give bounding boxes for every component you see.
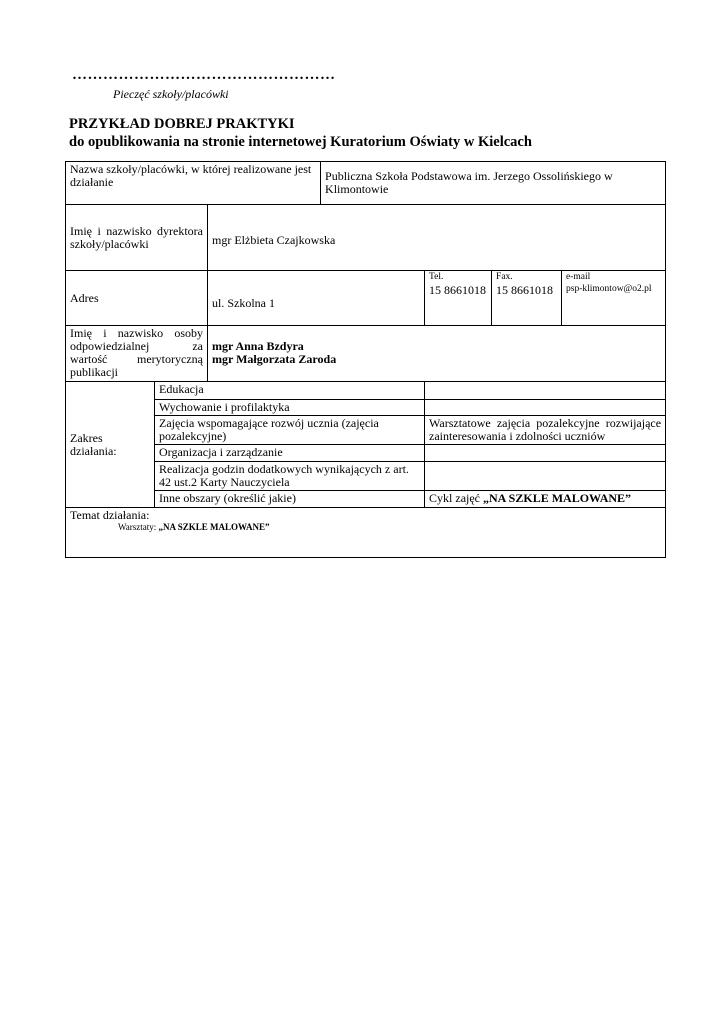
- address-value: ul. Szkolna 1: [208, 271, 425, 326]
- tel-label: Tel.: [429, 272, 444, 282]
- email-label: e-mail: [566, 272, 591, 282]
- topic-prefix: Warsztaty:: [118, 522, 159, 532]
- email-cell: [562, 271, 666, 326]
- scope-value: [425, 445, 666, 462]
- fax-cell: [492, 271, 562, 326]
- scope-value: [425, 400, 666, 416]
- tel-cell: [425, 271, 492, 326]
- school-name-label: Nazwa szkoły/placówki, w której realizowane jest działanie: [66, 162, 321, 205]
- scope-category: Edukacja: [155, 382, 425, 400]
- topic-label: Temat działania:: [70, 508, 150, 522]
- scope-value-prefix: Cykl zajęć: [429, 491, 484, 505]
- topic-cell: [66, 508, 666, 558]
- scope-row: [66, 445, 666, 462]
- scope-value-title: „NA SZKLE MALOWANE”: [483, 491, 632, 505]
- school-name-row: [66, 162, 666, 205]
- responsible-value: [208, 326, 666, 382]
- scope-value: [425, 491, 666, 508]
- topic-value: „NA SZKLE MALOWANE”: [158, 522, 270, 532]
- stamp-label: Pieczęć szkoły/placówki: [113, 87, 229, 101]
- tel-value: 15 8661018: [429, 283, 487, 297]
- fax-label: Fax.: [496, 272, 513, 282]
- scope-category: Inne obszary (określić jakie): [155, 491, 425, 508]
- responsible-row: [66, 326, 666, 382]
- scope-value: [425, 462, 666, 491]
- responsible-person-2: mgr Małgorzata Zaroda: [212, 352, 337, 366]
- scope-label: Zakres działania:: [66, 382, 155, 508]
- scope-row: [66, 400, 666, 416]
- scope-row: [66, 416, 666, 445]
- address-row: [66, 271, 666, 326]
- email-value: psp-klimontow@o2.pl: [566, 284, 652, 294]
- scope-row: [66, 491, 666, 508]
- director-label: Imię i nazwisko dyrektora szkoły/placówki: [66, 205, 208, 271]
- scope-value: [425, 382, 666, 400]
- scope-row: [66, 462, 666, 491]
- scope-category: Wychowanie i profilaktyka: [155, 400, 425, 416]
- responsible-person-1: mgr Anna Bzdyra: [212, 339, 304, 353]
- topic-row: [66, 508, 666, 558]
- scope-value: Warsztatowe zajęcia pozalekcyjne rozwijające zainteresowania i zdolności uczniów: [425, 416, 666, 445]
- school-name-value: Publiczna Szkoła Podstawowa im. Jerzego Ossolińskiego w Klimontowie: [321, 162, 666, 205]
- fax-value: 15 8661018: [496, 283, 554, 297]
- document-subtitle: do opublikowania na stronie internetowej Kuratorium Oświaty w Kielcach: [69, 134, 532, 150]
- scope-category: Organizacja i zarządzanie: [155, 445, 425, 462]
- responsible-label: Imię i nazwisko osoby odpowiedzialnej za wartość merytoryczną publikacji: [66, 326, 208, 382]
- scope-category: Zajęcia wspomagające rozwój ucznia (zajęcia pozalekcyjne): [155, 416, 425, 445]
- director-value: mgr Elżbieta Czajkowska: [208, 205, 666, 271]
- topic-value-line: [70, 522, 661, 533]
- practice-form-table: [65, 161, 666, 558]
- scope-category: Realizacja godzin dodatkowych wynikających z art. 42 ust.2 Karty Nauczyciela: [155, 462, 425, 491]
- document-title: PRZYKŁAD DOBREJ PRAKTYKI: [69, 116, 295, 132]
- stamp-dotted-line: ……………………………………………: [72, 67, 336, 83]
- director-row: [66, 205, 666, 271]
- address-label: Adres: [66, 271, 208, 326]
- scope-row: [66, 382, 666, 400]
